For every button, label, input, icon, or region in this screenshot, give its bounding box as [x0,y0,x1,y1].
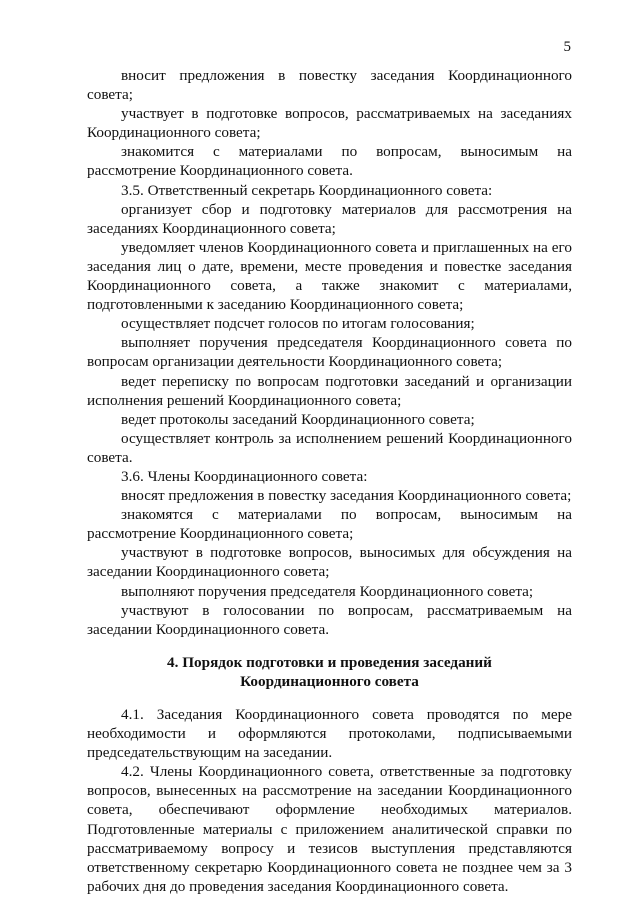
paragraph: организует сбор и подготовку материалов для рассмотрения на заседаниях Координационного совета; [87,200,572,237]
paragraph: 4.1. Заседания Координационного совета проводятся по мере необходимости и оформляются протоколами, подписываемыми председательствующим на заседании. [87,706,572,762]
paragraph: ведет протоколы заседаний Координационного совета; [121,410,475,428]
paragraph: 3.6. Члены Координационного совета: [121,467,368,485]
paragraph: знакомится с материалами по вопросам, выносимым на рассмотрение Координационного совета. [87,143,572,180]
paragraph: осуществляет контроль за исполнением решений Координационного совета. [87,429,572,466]
paragraph: выполняют поручения председателя Координационного совета; [121,582,534,600]
paragraph: уведомляет членов Координационного совета и приглашенных на его заседания лиц о дате, времени, месте проведения и повестке заседания Координационного совета, а также знакомит с материалами, подготовленными к заседанию Координационного совета; [87,238,572,314]
paragraph: участвуют в голосовании по вопросам, рассматриваемым на заседании Координационного совета. [87,601,572,638]
paragraph: ведет переписку по вопросам подготовки заседаний и организации исполнения решений Координационного совета; [87,372,572,409]
section-heading-line-2: Координационного совета [240,672,419,690]
section-heading-line-1: 4. Порядок подготовки и проведения заседаний [167,653,492,671]
document-body [87,66,572,896]
paragraph: участвует в подготовке вопросов, рассматриваемых на заседаниях Координационного совета; [87,105,572,142]
paragraph: вносит предложения в повестку заседания Координационного совета; [87,67,572,104]
paragraph: 4.2. Члены Координационного совета, ответственные за подготовку вопросов, вынесенных на рассмотрение на заседании Координационного совета, обеспечивают оформление необходимых материалов. Подготовленные материалы с приложением аналитической справки по рассматриваемому вопросу и тезисов выступления представляются ответственному секретарю Координационного совета не позднее чем за 3 рабочих дня до проведения заседания Координационного совета. [87,763,572,895]
paragraph: участвуют в подготовке вопросов, выносимых для обсуждения на заседании Координационного совета; [87,544,572,581]
paragraph: выполняет поручения председателя Координационного совета по вопросам организации деятельности Координационного совета; [87,334,572,371]
paragraph: знакомятся с материалами по вопросам, выносимым на рассмотрение Координационного совета; [87,506,572,543]
section-heading [87,653,572,691]
page-number: 5 [563,39,571,55]
paragraph: 3.5. Ответственный секретарь Координационного совета: [121,181,493,199]
paragraph: вносят предложения в повестку заседания Координационного совета; [121,487,572,505]
paragraph: осуществляет подсчет голосов по итогам голосования; [121,315,475,333]
